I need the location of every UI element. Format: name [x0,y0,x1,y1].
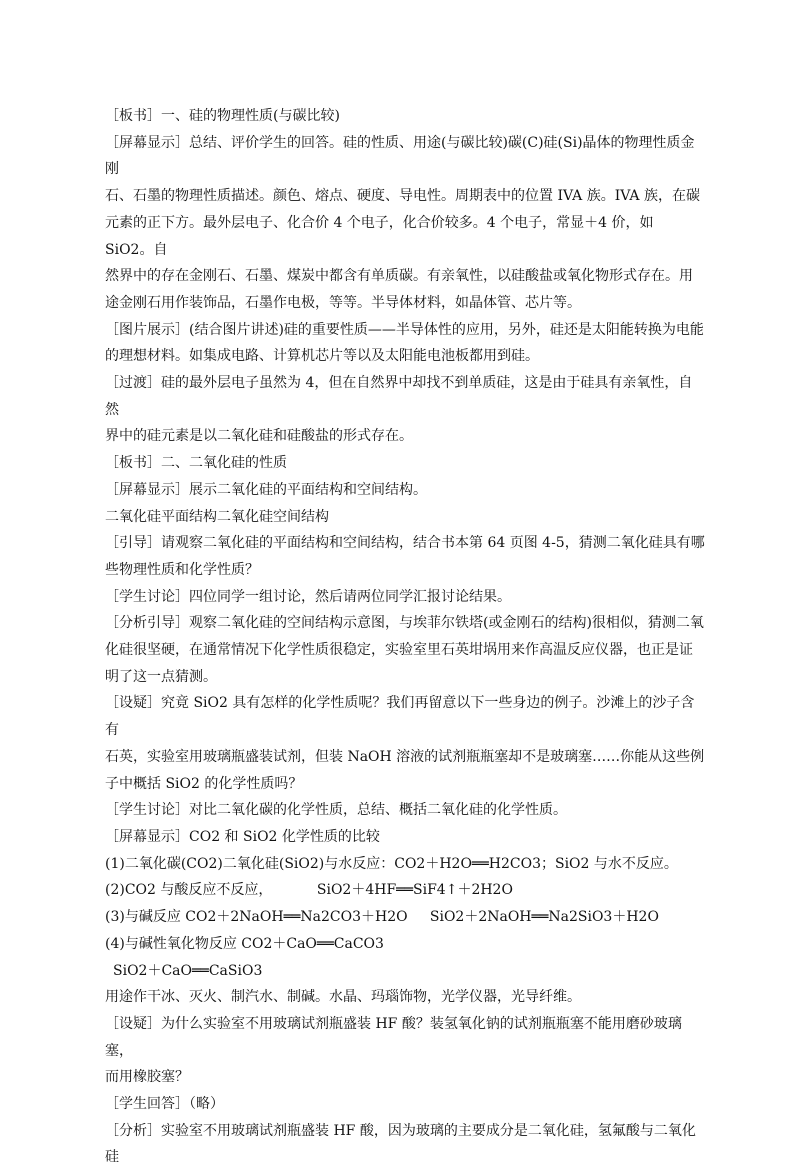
text-line: ［板书］一、硅的物理性质(与碳比较) [105,108,340,124]
text-line: 子中概括 SiO2 的化学性质吗？ [105,775,303,792]
text-line: ［学生讨论］四位同学一组讨论，然后请两位同学汇报讨论结果。 [105,588,511,605]
text-line: 的理想材料。如集成电路、计算机芯片等以及太阳能电池板都用到硅。 [105,348,539,365]
text-line: ［分析］实验室不用玻璃试剂瓶盛装 HF 酸，因为玻璃的主要成分是二氧化硅，氢氟酸与二氧化硅 [105,1122,696,1166]
text-line: (1)二氧化碳(CO2)二氧化硅(SiO2)与水反应：CO2＋H2O══H2CO3；SiO2 与水不反应。 [105,855,678,872]
text-line: ［屏幕显示］总结、评价学生的回答。硅的性质、用途(与碳比较)碳(C)硅(Si)晶体的物理性质金刚 [105,134,695,178]
text-line: 二氧化硅平面结构二氧化硅空间结构 [105,508,329,525]
text-line: SiO2＋CaO══CaSiO3 [113,962,263,979]
text-line: ［引导］请观察二氧化硅的平面结构和空间结构，结合书本第 64 页图 4-5，猜测二氧化硅具有哪 [105,535,705,552]
text-line: 元素的正下方。最外层电子、化合价 4 个电子，化合价较多。4 个电子，常显＋4 价，如 SiO2。自 [105,214,658,258]
text-line: ［设疑］究竟 SiO2 具有怎样的化学性质呢？我们再留意以下一些身边的例子。沙滩上的沙子含有 [105,695,695,739]
text-line: ［学生回答］（略） [105,1096,224,1113]
text-line: ［屏幕显示］CO2 和 SiO2 化学性质的比较 [105,828,380,845]
text-line: ［学生讨论］对比二氧化碳的化学性质，总结、概括二氧化硅的化学性质。 [105,802,567,819]
text-line: 途金刚石用作装饰品，石墨作电极，等等。半导体材料，如晶体管、芯片等。 [105,294,581,311]
text-line: 石、石墨的物理性质描述。颜色、熔点、硬度、导电性。周期表中的位置 IVA 族。IVA 族，在碳 [105,188,700,205]
text-line: 而用橡胶塞？ [105,1069,189,1086]
text-line: 用途作干冰、灭火、制汽水、制碱。水晶、玛瑙饰物，光学仪器，光导纤维。 [105,989,581,1006]
text-line: 界中的硅元素是以二氧化硅和硅酸盐的形式存在。 [105,428,413,445]
text-line: 些物理性质和化学性质？ [105,561,259,578]
text-line: (4)与碱性氧化物反应 CO2＋CaO══CaCO3 [105,935,384,952]
text-line: 明了这一点猜测。 [105,668,217,685]
text-line: ［屏幕显示］展示二氧化硅的平面结构和空间结构。 [105,481,427,498]
text-line: ［设疑］为什么实验室不用玻璃试剂瓶盛装 HF 酸？装氢氧化钠的试剂瓶瓶塞不能用磨砂玻璃塞， [105,1015,682,1059]
text-line: ［板书］二、二氧化硅的性质 [105,455,287,472]
text-line: (3)与碱反应 CO2＋2NaOH══Na2CO3＋H2O SiO2＋2NaOH══Na2SiO3＋H2O [105,909,659,926]
text-line: ［过渡］硅的最外层电子虽然为 4，但在自然界中却找不到单质硅，这是由于硅具有亲氧性，自然 [105,375,693,418]
text-line: ［图片展示］(结合图片讲述)硅的重要性质——半导体性的应用，另外，硅还是太阳能转换为电能 [105,321,704,338]
text-line: 化硅很坚硬，在通常情况下化学性质很稳定，实验室里石英坩埚用来作高温反应仪器，也正是证 [105,642,693,659]
document-body [105,103,705,1171]
text-line: ［分析引导］观察二氧化硅的空间结构示意图，与埃菲尔铁塔(或金刚石的结构)很相似，猜测二氧 [105,615,704,632]
text-line: 石英，实验室用玻璃瓶盛装试剂，但装 NaOH 溶液的试剂瓶瓶塞却不是玻璃塞……你能从这些例 [105,748,705,765]
text-line: 然界中的存在金刚石、石墨、煤炭中都含有单质碳。有亲氧性，以硅酸盐或氧化物形式存在。用 [105,268,693,285]
text-line: (2)CO2 与酸反应不反应， SiO2＋4HF══SiF4↑＋2H2O [105,882,513,899]
